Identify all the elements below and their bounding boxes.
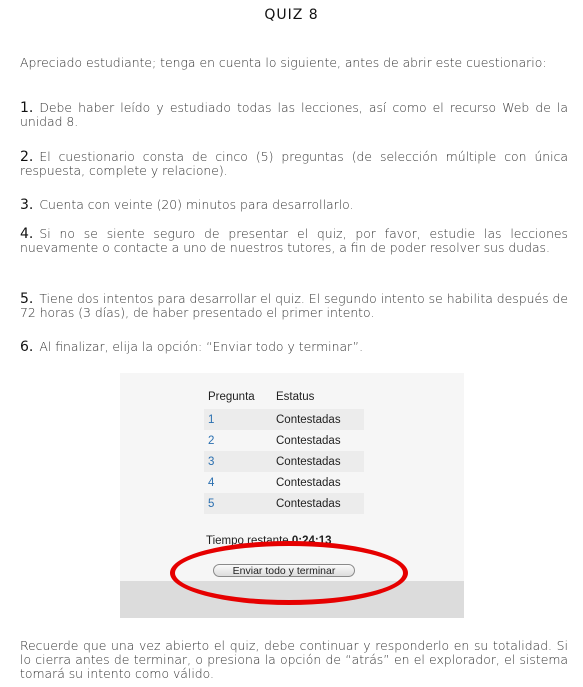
- item-number: 3.: [20, 197, 34, 213]
- item-number: 1.: [20, 100, 34, 116]
- question-link[interactable]: 5: [204, 493, 272, 514]
- quiz-navigation-screenshot: [120, 373, 464, 618]
- table-row: [204, 472, 364, 493]
- question-status: Contestadas: [272, 493, 364, 514]
- time-remaining: [206, 535, 332, 547]
- column-header-status: Estatus: [276, 391, 315, 403]
- instruction-item-6: [20, 340, 568, 354]
- item-number: 4.: [20, 226, 34, 242]
- column-header-question: Pregunta: [208, 391, 255, 403]
- question-status: Contestadas: [272, 430, 364, 451]
- question-link[interactable]: 1: [204, 409, 272, 430]
- instruction-item-1: [20, 101, 568, 129]
- item-text: Tiene dos intentos para desarrollar el quiz. El segundo intento se habilita después de 72 horas (3 días), de haber presentado el primer intento.: [20, 291, 568, 320]
- time-remaining-value: 0:24:13: [291, 535, 332, 547]
- question-status: Contestadas: [272, 409, 364, 430]
- instruction-item-3: [20, 198, 568, 212]
- item-text: Debe haber leído y estudiado todas las lecciones, así como el recurso Web de la unidad 8.: [20, 100, 568, 129]
- table-row: [204, 493, 364, 514]
- item-number: 2.: [20, 149, 34, 165]
- intro-paragraph: Apreciado estudiante; tenga en cuenta lo siguiente, antes de abrir este cuestionario:: [20, 55, 547, 70]
- item-text: El cuestionario consta de cinco (5) preguntas (de selección múltiple con única respuesta, complete y relacione).: [20, 149, 568, 178]
- closing-paragraph: Recuerde que una vez abierto el quiz, debe continuar y responderlo en su totalidad. Si lo cierra antes de terminar, o presiona la opción de “atrás” en el explorador, el sistema tomará su intento como válido.: [20, 638, 568, 681]
- screenshot-footer-bar: [120, 581, 464, 618]
- item-text: Al finalizar, elija la opción: “Enviar todo y terminar”.: [39, 339, 364, 354]
- document-title: QUIZ 8: [264, 7, 319, 23]
- instruction-item-4: [20, 227, 568, 255]
- item-text: Cuenta con veinte (20) minutos para desarrollarlo.: [39, 197, 354, 212]
- table-row: [204, 451, 364, 472]
- table-row: [204, 430, 364, 451]
- instruction-item-5: [20, 292, 568, 320]
- question-link[interactable]: 2: [204, 430, 272, 451]
- question-link[interactable]: 3: [204, 451, 272, 472]
- item-number: 6.: [20, 339, 34, 355]
- item-text: Si no se siente seguro de presentar el quiz, por favor, estudie las lecciones nuevamente o contacte a uno de nuestros tutores, a fin de poder resolver sus dudas.: [20, 226, 568, 255]
- question-status: Contestadas: [272, 472, 364, 493]
- submit-all-and-finish-button[interactable]: Enviar todo y terminar: [213, 564, 355, 577]
- instruction-item-2: [20, 150, 568, 178]
- question-link[interactable]: 4: [204, 472, 272, 493]
- time-remaining-label: Tiempo restante: [206, 535, 289, 547]
- item-number: 5.: [20, 291, 34, 307]
- table-row: [204, 409, 364, 430]
- quiz-status-table: [204, 389, 364, 514]
- question-status: Contestadas: [272, 451, 364, 472]
